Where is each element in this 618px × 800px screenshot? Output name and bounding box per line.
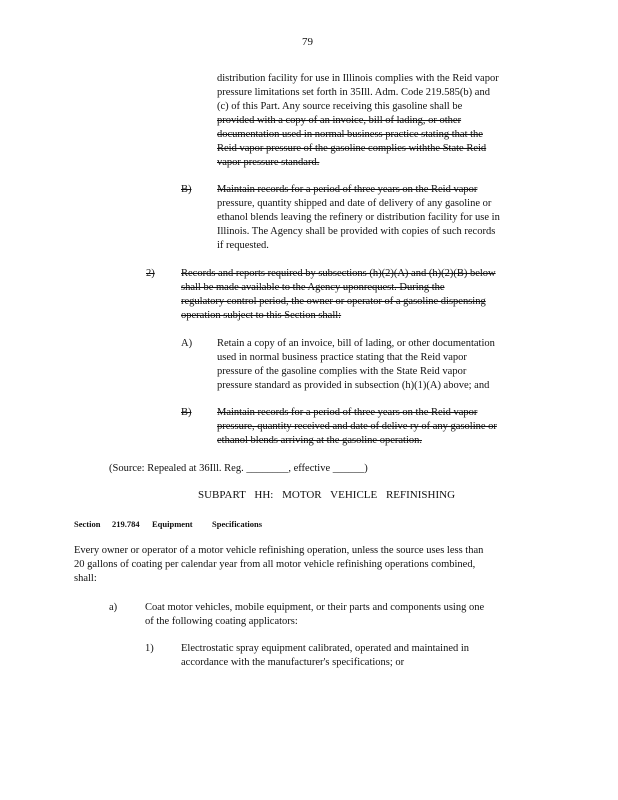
text-line-content: Reid vapor pressure of the gasoline complies withthe State Reid — [217, 143, 487, 154]
item-b-records-shipped — [217, 183, 547, 253]
text-line-content: Records and reports required by subsections (h)(2)(A) and (h)(2)(B) below — [181, 268, 496, 279]
text-line-content: ethanol blends leaving the refinery or distribution facility for use in — [217, 212, 500, 223]
text-line-content: shall be made available to the Agency uponrequest. During the — [181, 282, 445, 293]
text-line — [74, 572, 544, 586]
text-line-content: Maintain records for a period of three years on the Reid vapor — [217, 407, 478, 418]
text-line — [74, 558, 544, 572]
item-marker: A) — [181, 338, 193, 349]
text-line — [181, 642, 541, 656]
text-line — [217, 225, 547, 239]
section-number: 219.784 — [112, 519, 140, 529]
item-b-records-received — [217, 406, 537, 448]
text-line-content: (c) of this Part. Any source receiving this gasoline shall be — [217, 101, 463, 112]
text-line-content: ethanol blends arriving at the gasoline operation. — [217, 435, 422, 446]
text-line-content: pressure limitations set forth in 35Ill. Adm. Code 219.585(b) and — [217, 87, 490, 98]
text-line — [217, 86, 535, 100]
item-1-electrostatic-spray — [181, 642, 541, 670]
subpart-title: SUBPART HH: MOTOR VEHICLE REFINISHING — [198, 489, 456, 501]
struck-text-line — [217, 434, 537, 448]
text-line — [217, 337, 537, 351]
intro-paragraph — [74, 544, 544, 586]
text-line-content: provided with a copy of an invoice, bill of lading, or other — [217, 115, 462, 126]
text-line — [74, 544, 544, 558]
text-line-content: vapor pressure standard. — [217, 157, 320, 168]
text-line — [181, 656, 541, 670]
struck-text-line — [181, 267, 545, 281]
text-line-content: Coat motor vehicles, mobile equipment, or their parts and components using one — [145, 602, 485, 613]
text-line-content: pressure standard as provided in subsection (h)(1)(A) above; and — [217, 380, 490, 391]
item-a-coat-vehicles — [145, 601, 540, 629]
text-line-content: shall: — [74, 573, 97, 584]
struck-text-line — [217, 114, 535, 128]
text-line — [145, 615, 540, 629]
text-line-content: used in normal business practice stating that the Reid vapor — [217, 352, 467, 363]
text-line-content: accordance with the manufacturer's specifications; or — [181, 657, 405, 668]
text-line — [145, 601, 540, 615]
struck-text-line — [181, 295, 545, 309]
item-marker: B) — [181, 407, 192, 418]
struck-text-line — [217, 142, 535, 156]
struck-text-line — [217, 406, 537, 420]
paragraph-continuation — [217, 72, 535, 170]
section-label: Section — [74, 519, 101, 529]
item-marker: 1) — [145, 643, 154, 654]
text-line-content: of the following coating applicators: — [145, 616, 298, 627]
struck-text-line — [217, 156, 535, 170]
text-line — [217, 351, 537, 365]
text-line — [217, 197, 547, 211]
section-title: Equipment — [152, 519, 193, 529]
struck-text-line — [181, 281, 545, 295]
text-line-content: pressure of the gasoline complies with the State Reid vapor — [217, 366, 467, 377]
text-line — [217, 365, 537, 379]
section-heading — [74, 519, 262, 529]
item-2-records-reports — [181, 267, 545, 323]
item-marker: 2) — [146, 268, 155, 279]
text-line — [217, 100, 535, 114]
page-number: 79 — [302, 36, 313, 48]
text-line-content: Electrostatic spray equipment calibrated, operated and maintained in — [181, 643, 470, 654]
text-line-content: 20 gallons of coating per calendar year from all motor vehicle refinishing operations combined, — [74, 559, 476, 570]
text-line-content: Every owner or operator of a motor vehicle refinishing operation, unless the source uses less than — [74, 545, 484, 556]
text-line-content: regulatory control period, the owner or operator of a gasoline dispensing — [181, 296, 486, 307]
text-line — [217, 211, 547, 225]
text-line-content: operation subject to this Section shall: — [181, 310, 342, 321]
struck-text-line — [217, 128, 535, 142]
text-line-content: Maintain records for a period of three years on the Reid vapor — [217, 184, 478, 195]
struck-text-line — [217, 183, 547, 197]
text-line-content: documentation used in normal business practice stating that the — [217, 129, 483, 140]
text-line-content: pressure, quantity received and date of delive ry of any gasoline or — [217, 421, 497, 432]
text-line-content: Retain a copy of an invoice, bill of lading, or other documentation — [217, 338, 495, 349]
text-line — [217, 239, 547, 253]
section-title-2: Specifications — [212, 519, 263, 529]
text-line — [217, 72, 535, 86]
item-marker: a) — [109, 602, 118, 613]
text-line-content: pressure, quantity shipped and date of delivery of any gasoline or — [217, 198, 492, 209]
text-line-content: if requested. — [217, 240, 269, 251]
source-note: (Source: Repealed at 36Ill. Reg. ________, effective ______) — [109, 463, 368, 474]
struck-text-line — [217, 420, 537, 434]
text-line-content: Illinois. The Agency shall be provided with copies of such records — [217, 226, 496, 237]
text-line-content: distribution facility for use in Illinois complies with the Reid vapor — [217, 73, 499, 84]
text-line — [217, 379, 537, 393]
struck-text-line — [181, 309, 545, 323]
item-marker: B) — [181, 184, 192, 195]
item-a-retain-copy — [217, 337, 537, 393]
